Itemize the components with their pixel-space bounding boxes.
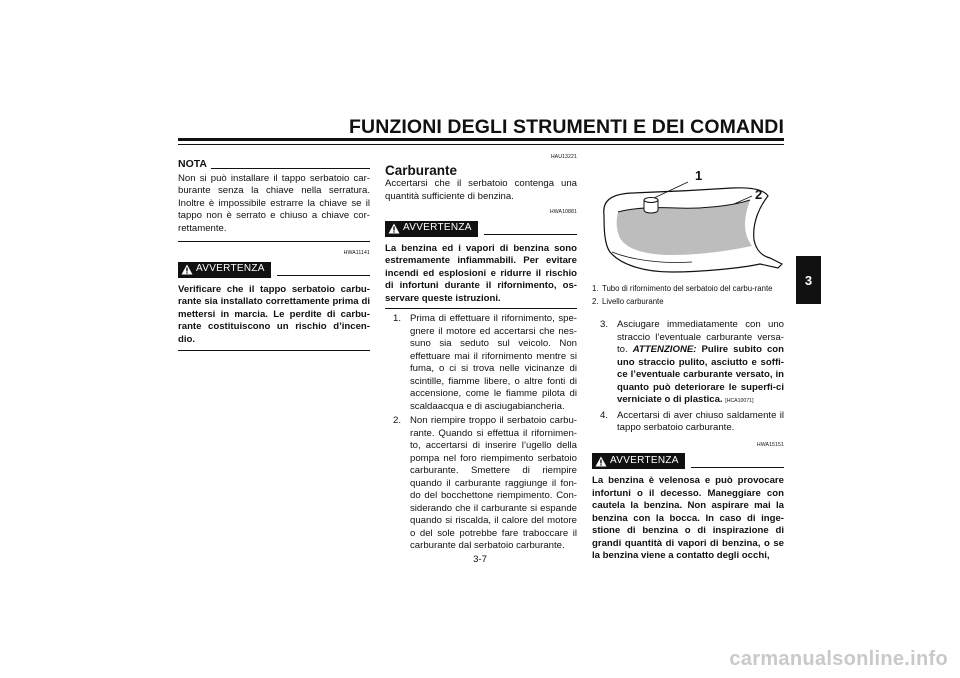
figure-label-2: 2 bbox=[755, 187, 763, 202]
caption-text: Tubo di rifornimento del serbatoio del carbu-rante bbox=[602, 284, 773, 293]
caption-item bbox=[592, 297, 784, 307]
list-item bbox=[385, 415, 577, 553]
warning-header-rule bbox=[277, 263, 370, 276]
nota-end-rule bbox=[178, 241, 370, 242]
caption-item bbox=[592, 284, 784, 294]
warning-header-rule bbox=[691, 455, 784, 468]
warning-header-rule bbox=[484, 222, 577, 235]
list-item bbox=[592, 410, 784, 435]
figure-captions bbox=[592, 284, 784, 307]
warning-text: Verificare che il tappo serbatoio carbu-rante sia installato correttamente prima di mettersi in marcia. Le perdite di carbu-rante costituiscono un rischio d’incen-dio. bbox=[178, 283, 370, 345]
list-item bbox=[592, 319, 784, 408]
section-intro: Accertarsi che il serbatoio contenga una quantità sufficiente di benzina. bbox=[385, 178, 577, 202]
header-rule-thin bbox=[178, 144, 784, 145]
list-item-text: Prima di effettuare il rifornimento, spe-gnere il motore ed accertarsi che nes-suno sia seduto sul veicolo. Non effettuare mai il rifornimento mentre si fuma, o ci si trova nelle vicinanze di scintille, fiamme libere, o altre fonti di accensione, come le fiamme pilota di scaldaacqua e di asciugabiancheria. bbox=[410, 313, 577, 412]
warning-badge bbox=[385, 221, 478, 237]
warning-text: La benzina ed i vapori di benzina sono estremamente infiammabili. Per evitare incendi ed esplosioni e ridurre il rischio di infortuni durante il rifornimento, os-servare queste istruzioni. bbox=[385, 242, 577, 304]
attention-label: ATTENZIONE: bbox=[632, 344, 697, 355]
nota-label: NOTA bbox=[178, 158, 207, 170]
warning-badge bbox=[178, 262, 271, 278]
header-rule-thick bbox=[178, 138, 784, 141]
nota-rule bbox=[211, 167, 370, 169]
left-column bbox=[178, 158, 370, 351]
warning-code: HWA10881 bbox=[549, 209, 577, 215]
right-column bbox=[592, 284, 784, 563]
warning-triangle-icon bbox=[181, 264, 193, 275]
caption-number: 2. bbox=[592, 297, 599, 306]
warning-label: AVVERTENZA bbox=[610, 454, 679, 466]
nota-text: Non si può installare il tappo serbatoio car-burante senza la chiave nella serratura. Inoltre è impossibile estrarre la chiave se il tappo non è serrato e chiuso a chiave cor-rettamente. bbox=[178, 172, 370, 234]
attention-text: Pulire subito con uno straccio pulito, asciutto e soffi-ce l’eventuale carburante versato, in quanto può deteriorare le superfi-ci verniciate o di plastica. bbox=[617, 344, 784, 405]
figure-label-1: 1 bbox=[695, 168, 703, 183]
warning-label: AVVERTENZA bbox=[196, 263, 265, 275]
page-header-title: FUNZIONI DEGLI STRUMENTI E DEI COMANDI bbox=[349, 116, 784, 138]
warning-text: La benzina è velenosa e può provocare infortuni o il decesso. Maneggiare con cautela la benzina. Non aspirare mai la benzina con la bocca. In caso di inge-stione di benzina o di inspirazione di grandi quantità di vapori di benzina, o se la benzina viene a contatto degli occhi, bbox=[592, 475, 784, 561]
list-item-number: 3. bbox=[600, 319, 609, 330]
instruction-list bbox=[385, 313, 577, 553]
fuel-tank-illustration bbox=[592, 160, 784, 282]
list-item-number: 1. bbox=[393, 313, 402, 324]
warning-label: AVVERTENZA bbox=[403, 222, 472, 234]
warning-badge bbox=[592, 453, 685, 469]
item3-text: Asciugare immediatamente con uno straccio l’eventuale carburante versa-to. bbox=[617, 319, 784, 355]
footer-watermark: carmanualsonline.info bbox=[729, 648, 948, 670]
list-item-text bbox=[617, 319, 784, 408]
warning-header bbox=[592, 453, 784, 469]
warning-code: HWA11141 bbox=[343, 250, 370, 256]
warning-end-rule bbox=[178, 350, 370, 351]
chapter-tab: 3 bbox=[796, 256, 821, 304]
caption-text: Livello carburante bbox=[602, 297, 664, 306]
warning-header bbox=[178, 262, 370, 278]
warning-code: HWA15151 bbox=[756, 441, 784, 448]
list-item bbox=[385, 313, 577, 413]
list-item-number: 2. bbox=[393, 415, 402, 426]
section-title: Carburante bbox=[385, 162, 458, 178]
caption-number: 1. bbox=[592, 284, 599, 293]
warning-triangle-icon bbox=[388, 223, 400, 234]
list-item-text: Non riempire troppo il serbatoio carbu-rante. Quando si effettua il rifornimen-to, accertarsi di inserire l’ugello della pompa nel foro riempimento serbatoio carburante. Smettere di riempire quando il carburante raggiunge il fon-do del bocchettone riempimento. Con-siderando che il carburante si espande quando si riscalda, il calore del motore o del sole potrebbe fare traboccare il carburante dal serbatoio carburante. bbox=[410, 415, 577, 551]
warning-end-rule bbox=[385, 308, 577, 309]
page-number: 3-7 bbox=[473, 554, 487, 565]
middle-column bbox=[385, 151, 577, 553]
attention-code: [HCA10071] bbox=[725, 398, 754, 404]
list-item-number: 4. bbox=[600, 409, 609, 421]
warning-header bbox=[385, 221, 577, 237]
fuel-tank-figure bbox=[592, 160, 784, 282]
section-code: HAU13221 bbox=[550, 154, 577, 160]
list-item-text: Accertarsi di aver chiuso saldamente il tappo serbatoio carburante. bbox=[617, 409, 784, 433]
warning-triangle-icon bbox=[595, 456, 607, 467]
nota-header bbox=[178, 158, 370, 171]
